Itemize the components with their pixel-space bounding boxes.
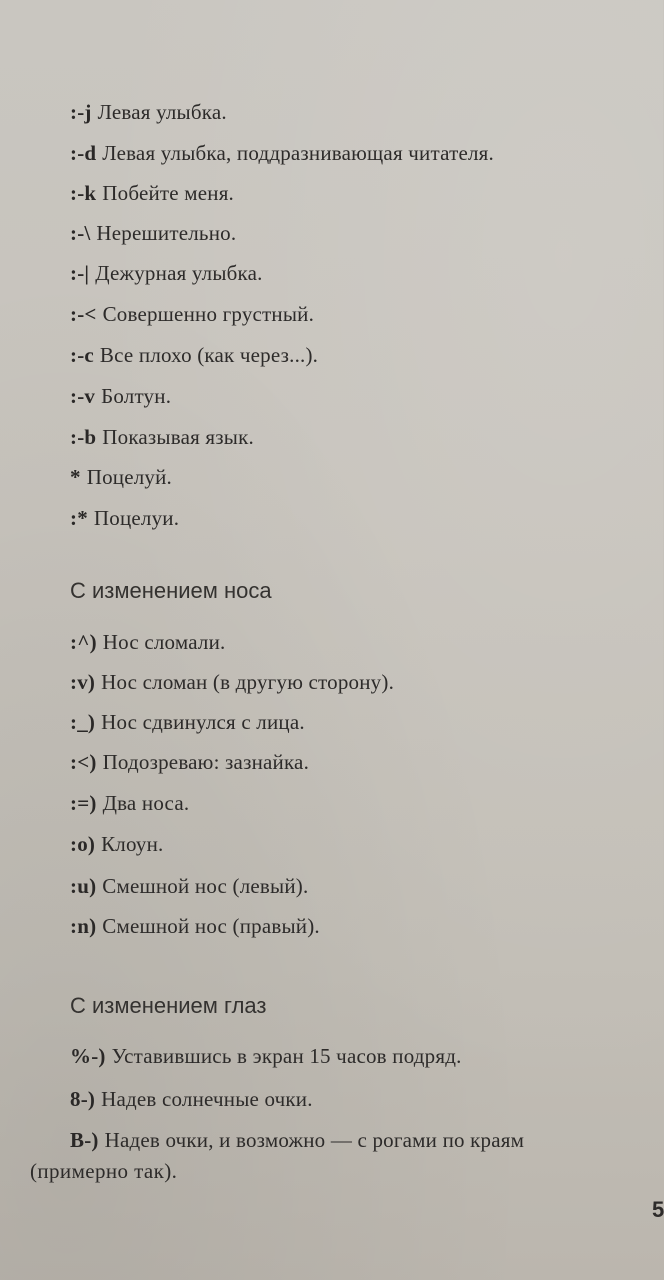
emoticon-code: :-<	[70, 302, 97, 326]
emoticon-description: Смешной нос (левый).	[102, 874, 309, 898]
emoticon-code: *	[70, 465, 81, 489]
emoticon-description: Поцелуи.	[93, 506, 180, 530]
section-heading-nose: С изменением носа	[70, 578, 272, 603]
emoticon-description: Совершенно грустный.	[102, 302, 315, 326]
emoticon-description: Левая улыбка, поддразнивающая читателя.	[102, 141, 494, 165]
list-item	[70, 221, 236, 245]
emoticon-description: Левая улыбка.	[97, 100, 227, 124]
list-item	[70, 302, 314, 326]
emoticon-description: Дежурная улыбка.	[95, 261, 263, 285]
section-heading-eyes: С изменением глаз	[70, 993, 267, 1018]
emoticon-description: Клоун.	[101, 832, 164, 856]
list-item	[70, 261, 263, 285]
list-item	[70, 1128, 524, 1152]
emoticon-code: :u)	[70, 874, 97, 898]
list-item	[70, 710, 305, 734]
emoticon-code: :v)	[70, 670, 96, 694]
emoticon-description: Два носа.	[102, 791, 190, 815]
list-item	[70, 874, 308, 898]
list-item	[70, 832, 163, 856]
emoticon-code: :n)	[70, 914, 97, 938]
emoticon-code: :-|	[70, 261, 90, 285]
emoticon-code: :-j	[70, 100, 92, 124]
emoticon-description: Надев солнечные очки.	[101, 1087, 313, 1111]
continuation-text: (примерно так).	[30, 1159, 178, 1183]
list-item	[70, 1044, 462, 1068]
emoticon-description: Нерешительно.	[96, 221, 237, 245]
emoticon-code: B-)	[70, 1128, 99, 1152]
emoticon-code: :-b	[70, 425, 97, 449]
emoticon-description: Надев очки, и возможно — с рогами по краям	[104, 1128, 525, 1152]
emoticon-description: Нос сломан (в другую сторону).	[101, 670, 395, 694]
emoticon-description: Нос сломали.	[102, 630, 226, 654]
emoticon-code: :_)	[70, 710, 96, 734]
emoticon-code: :-c	[70, 343, 94, 367]
list-item	[70, 630, 225, 654]
list-item	[70, 425, 254, 449]
page-number: 5	[652, 1197, 664, 1222]
emoticon-description: Уставившись в экран 15 часов подряд.	[111, 1044, 462, 1068]
list-item	[70, 914, 320, 938]
list-item	[70, 750, 309, 774]
list-item	[70, 343, 318, 367]
list-item	[70, 141, 494, 165]
emoticon-code: 8-)	[70, 1087, 96, 1111]
emoticon-description: Нос сдвинулся с лица.	[101, 710, 305, 734]
list-item	[70, 506, 179, 530]
list-item	[70, 384, 171, 408]
emoticon-code: %-)	[70, 1044, 106, 1068]
list-item	[70, 465, 172, 489]
emoticon-description: Смешной нос (правый).	[102, 914, 320, 938]
emoticon-code: :-\	[70, 221, 91, 245]
emoticon-description: Подозреваю: зазнайка.	[102, 750, 310, 774]
emoticon-description: Побейте меня.	[102, 181, 235, 205]
list-item	[70, 791, 189, 815]
emoticon-code: :o)	[70, 832, 96, 856]
emoticon-code: :-d	[70, 141, 97, 165]
list-item	[70, 670, 394, 694]
emoticon-code: :-v	[70, 384, 96, 408]
list-item	[70, 1087, 313, 1111]
emoticon-description: Показывая язык.	[102, 425, 254, 449]
emoticon-code: :-k	[70, 181, 97, 205]
emoticon-description: Все плохо (как через...).	[99, 343, 319, 367]
list-item	[70, 181, 234, 205]
emoticon-description: Болтун.	[101, 384, 172, 408]
emoticon-description: Поцелуй.	[86, 465, 172, 489]
emoticon-code: :^)	[70, 630, 97, 654]
emoticon-code: :*	[70, 506, 88, 530]
list-item	[70, 100, 227, 124]
emoticon-code: :<)	[70, 750, 97, 774]
emoticon-code: :=)	[70, 791, 97, 815]
